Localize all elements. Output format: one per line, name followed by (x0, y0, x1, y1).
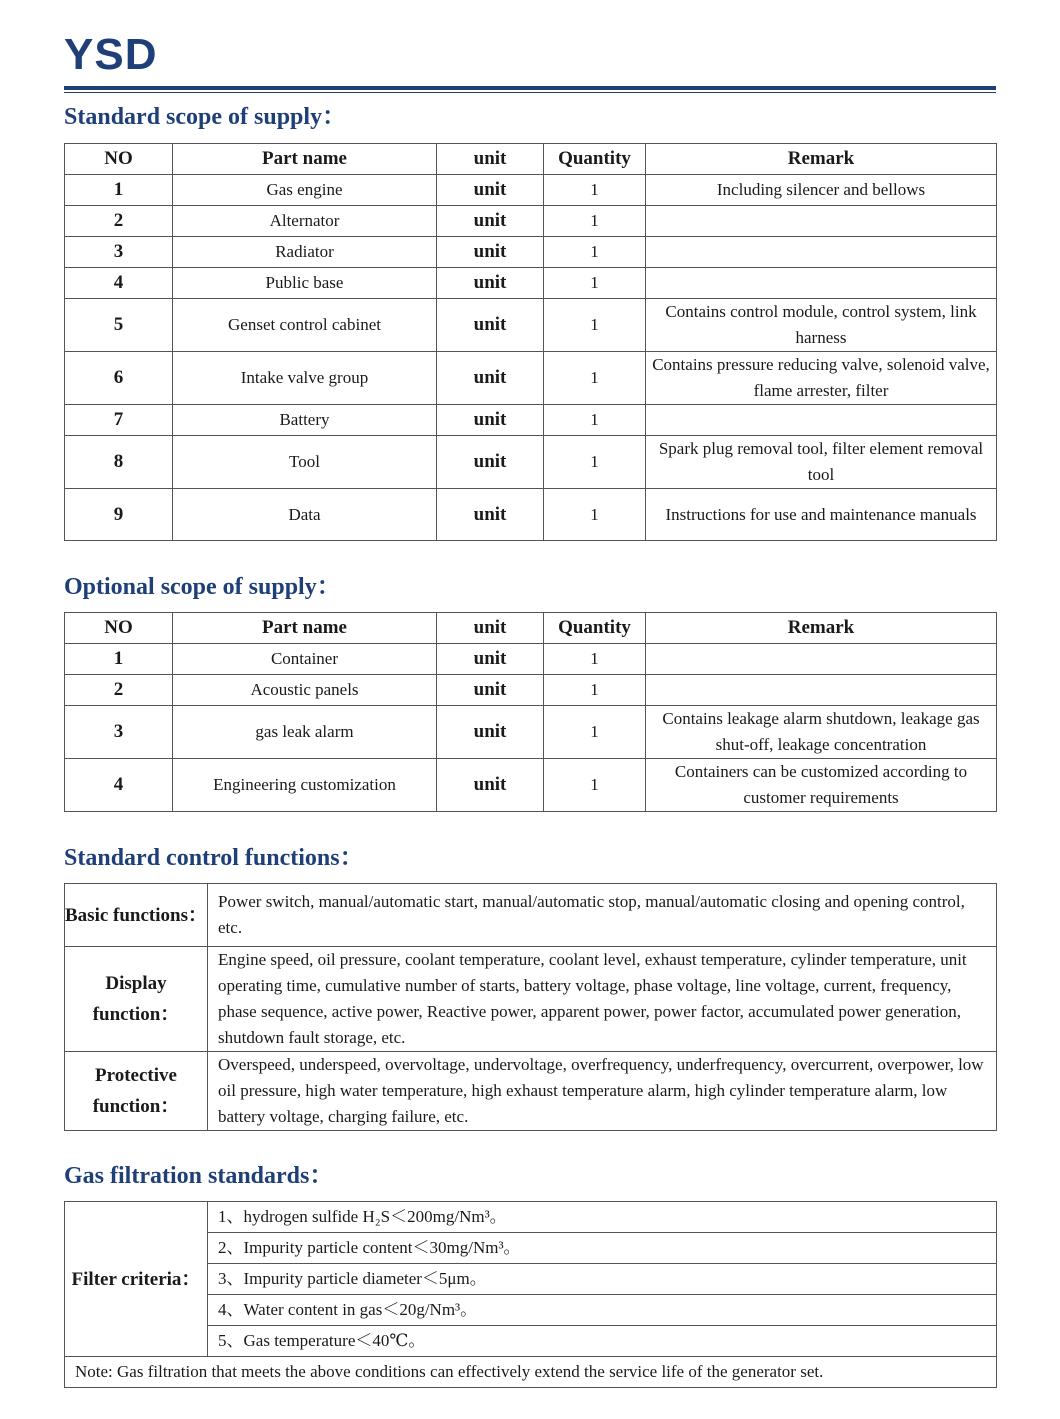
row-part-name: Genset control cabinet (173, 299, 437, 352)
header-remark: Remark (646, 613, 997, 644)
row-quantity: 1 (544, 352, 646, 405)
table-row (65, 1052, 997, 1131)
row-quantity: 1 (544, 436, 646, 489)
filter-item: 4、Water content in gas＜20g/Nm³。 (208, 1295, 997, 1326)
row-quantity: 1 (544, 206, 646, 237)
row-quantity: 1 (544, 759, 646, 812)
table-row (65, 884, 997, 947)
row-quantity: 1 (544, 299, 646, 352)
brand-logo: YSD (64, 30, 158, 79)
row-quantity: 1 (544, 237, 646, 268)
row-remark (646, 644, 997, 675)
row-unit: unit (437, 175, 544, 206)
row-no: 9 (65, 489, 173, 541)
row-unit: unit (437, 405, 544, 436)
row-part-name: Public base (173, 268, 437, 299)
control-functions-title: Standard control functions： (64, 845, 364, 871)
optional-supply-table (64, 612, 997, 812)
header-quantity: Quantity (544, 613, 646, 644)
row-remark: Instructions for use and maintenance manuals (646, 489, 997, 541)
header-unit: unit (437, 144, 544, 175)
filter-item: 3、Impurity particle diameter＜5μm。 (208, 1264, 997, 1295)
row-unit: unit (437, 237, 544, 268)
header-part-name: Part name (173, 144, 437, 175)
row-remark: Contains pressure reducing valve, solenoid valve, flame arrester, filter (646, 352, 997, 405)
row-remark (646, 206, 997, 237)
row-quantity: 1 (544, 675, 646, 706)
row-unit: unit (437, 206, 544, 237)
table-row (65, 352, 997, 405)
table-row (65, 675, 997, 706)
row-no: 4 (65, 759, 173, 812)
row-part-name: Data (173, 489, 437, 541)
filter-item: 5、Gas temperature＜40℃。 (208, 1326, 997, 1357)
row-no: 6 (65, 352, 173, 405)
row-part-name: Alternator (173, 206, 437, 237)
row-unit: unit (437, 268, 544, 299)
row-quantity: 1 (544, 268, 646, 299)
row-no: 5 (65, 299, 173, 352)
row-quantity: 1 (544, 644, 646, 675)
header-no: NO (65, 144, 173, 175)
row-part-name: Intake valve group (173, 352, 437, 405)
table-header-row (65, 144, 997, 175)
row-quantity: 1 (544, 405, 646, 436)
table-row (65, 405, 997, 436)
table-row (65, 237, 997, 268)
row-part-name: Battery (173, 405, 437, 436)
filter-item: 1、hydrogen sulfide H₂S＜200mg/Nm³。 (208, 1202, 997, 1233)
row-no: 7 (65, 405, 173, 436)
row-unit: unit (437, 675, 544, 706)
header-rule-thin (64, 92, 996, 93)
function-label: Protective function： (65, 1052, 208, 1131)
row-unit: unit (437, 644, 544, 675)
table-row (65, 175, 997, 206)
filter-criteria-label: Filter criteria： (65, 1202, 208, 1357)
header-quantity: Quantity (544, 144, 646, 175)
table-row (65, 1357, 997, 1388)
row-remark (646, 675, 997, 706)
row-part-name: Gas engine (173, 175, 437, 206)
optional-supply-title: Optional scope of supply： (64, 574, 341, 600)
row-remark: Including silencer and bellows (646, 175, 997, 206)
table-row (65, 436, 997, 489)
table-row (65, 706, 997, 759)
row-remark (646, 268, 997, 299)
row-part-name: Radiator (173, 237, 437, 268)
table-row (65, 1202, 997, 1233)
row-no: 2 (65, 675, 173, 706)
header-part-name: Part name (173, 613, 437, 644)
gas-filtration-title: Gas filtration standards： (64, 1163, 334, 1189)
row-remark (646, 405, 997, 436)
standard-supply-title: Standard scope of supply： (64, 104, 347, 130)
table-row (65, 206, 997, 237)
function-text: Overspeed, underspeed, overvoltage, undervoltage, overfrequency, underfrequency, overcurrent, overpower, low oil pressure, high water temperature, high exhaust temperature alarm, high cylinder temperature alarm, low battery voltage, charging failure, etc. (208, 1052, 997, 1131)
header-unit: unit (437, 613, 544, 644)
row-remark: Containers can be customized according to customer requirements (646, 759, 997, 812)
row-unit: unit (437, 489, 544, 541)
row-no: 8 (65, 436, 173, 489)
row-part-name: Tool (173, 436, 437, 489)
row-unit: unit (437, 759, 544, 812)
function-label: Basic functions： (65, 884, 208, 947)
function-text: Power switch, manual/automatic start, manual/automatic stop, manual/automatic closing and opening control, etc. (208, 884, 997, 947)
row-unit: unit (437, 299, 544, 352)
row-no: 4 (65, 268, 173, 299)
row-unit: unit (437, 706, 544, 759)
table-row (65, 489, 997, 541)
row-remark: Contains leakage alarm shutdown, leakage gas shut-off, leakage concentration (646, 706, 997, 759)
row-remark: Spark plug removal tool, filter element removal tool (646, 436, 997, 489)
row-remark (646, 237, 997, 268)
filter-item: 2、Impurity particle content＜30mg/Nm³。 (208, 1233, 997, 1264)
function-text: Engine speed, oil pressure, coolant temperature, coolant level, exhaust temperature, cylinder temperature, unit operating time, cumulative number of starts, battery voltage, phase voltage, line voltage, current, frequency, phase sequence, active power, Reactive power, apparent power, power factor, accumulated power generation, shutdown fault storage, etc. (208, 947, 997, 1052)
table-header-row (65, 613, 997, 644)
row-unit: unit (437, 436, 544, 489)
header-rule (64, 86, 996, 90)
header-no: NO (65, 613, 173, 644)
table-row (65, 644, 997, 675)
row-part-name: Engineering customization (173, 759, 437, 812)
standard-supply-table (64, 143, 997, 541)
row-unit: unit (437, 352, 544, 405)
row-no: 3 (65, 706, 173, 759)
function-label: Display function： (65, 947, 208, 1052)
table-row (65, 947, 997, 1052)
table-row (65, 299, 997, 352)
row-part-name: gas leak alarm (173, 706, 437, 759)
row-no: 1 (65, 644, 173, 675)
filtration-note: Note: Gas filtration that meets the above conditions can effectively extend the service life of the generator set. (65, 1357, 997, 1388)
row-part-name: Acoustic panels (173, 675, 437, 706)
gas-filtration-table (64, 1201, 997, 1388)
row-part-name: Container (173, 644, 437, 675)
row-no: 3 (65, 237, 173, 268)
row-quantity: 1 (544, 706, 646, 759)
row-no: 1 (65, 175, 173, 206)
row-quantity: 1 (544, 489, 646, 541)
row-no: 2 (65, 206, 173, 237)
row-remark: Contains control module, control system, link harness (646, 299, 997, 352)
header-remark: Remark (646, 144, 997, 175)
control-functions-table (64, 883, 997, 1131)
table-row (65, 759, 997, 812)
row-quantity: 1 (544, 175, 646, 206)
table-row (65, 268, 997, 299)
